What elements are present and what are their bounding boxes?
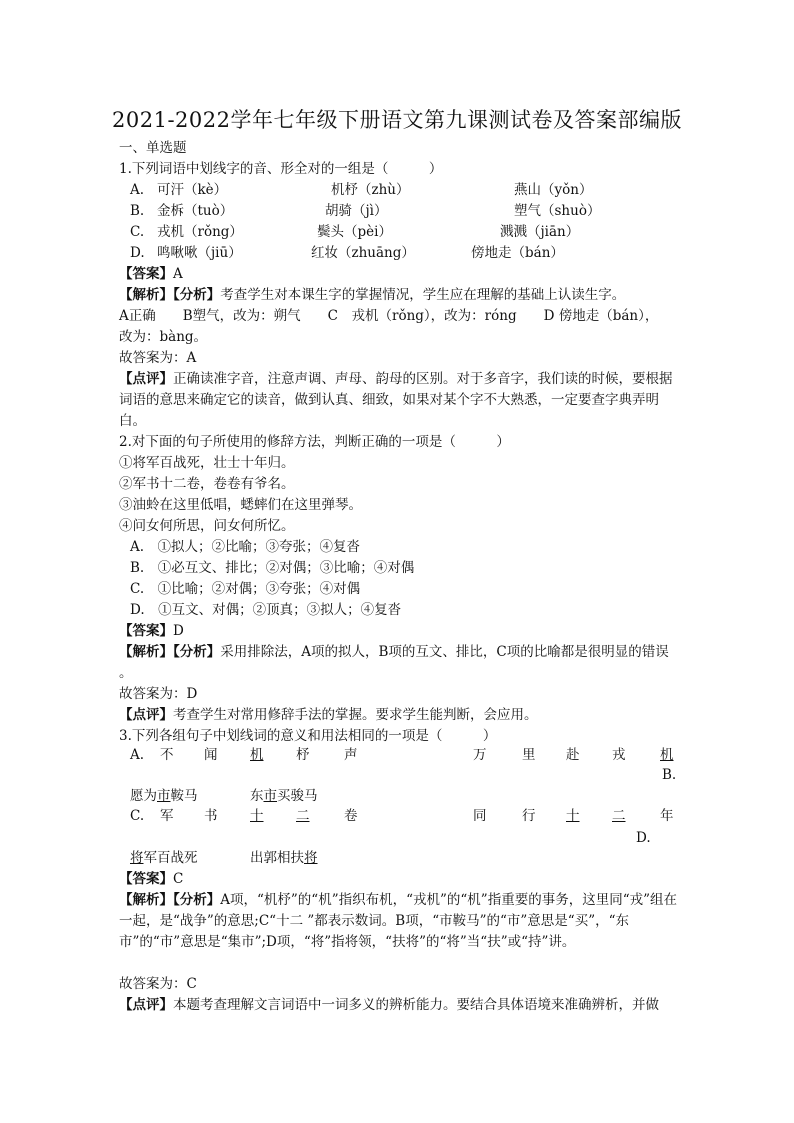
q3-d-phrase-1 <box>130 848 198 869</box>
text-segment: 出郭相扶 <box>250 850 304 866</box>
q3-c-char: 卷 <box>344 808 358 824</box>
q1-analysis <box>119 285 684 306</box>
answer-tag: 【答案】 <box>119 623 173 639</box>
q2-option-a: A. ①拟人；②比喻；③夸张；④复沓 <box>130 539 361 555</box>
q3-stem: 3.下列各组句子中划线词的意义和用法相同的一项是（ ） <box>119 728 497 744</box>
text-segment: 鞍马 <box>170 788 198 804</box>
q3-c-char: 同 <box>473 808 487 824</box>
q3-comment <box>119 995 684 1016</box>
q2-sentence-1: ①将军百战死，壮士十年归。 <box>119 455 295 471</box>
text-segment: 愿为 <box>130 788 157 804</box>
option-item: 燕山（yǒn） <box>514 182 593 198</box>
option-item: 戎机（rǒng） <box>157 224 243 240</box>
underlined-word: 将 <box>304 850 318 866</box>
q3-a-char: 万 <box>473 747 487 763</box>
q3-a-char: 戎 <box>612 747 626 763</box>
q3-a-char: 杼 <box>296 747 310 763</box>
option-item: 胡骑（jì） <box>325 203 388 219</box>
q3-b-phrase-1 <box>130 786 198 807</box>
q1-explain-line1: A正确 B塑气，改为：朔气 C 戎机（rǒng），改为：róng D 傍地走（bán）， <box>119 308 659 324</box>
comment-tag: 【点评】 <box>119 707 173 723</box>
option-item: 金柝（tuò） <box>157 203 234 219</box>
section-heading: 一、单选题 <box>119 140 187 156</box>
option-item: 溅溅（jiān） <box>500 224 580 240</box>
answer-tag: 【答案】 <box>119 871 173 887</box>
answer-value: A <box>173 266 183 282</box>
q2-analysis <box>119 642 684 684</box>
q3-label-a: A. <box>130 747 145 763</box>
q3-a-char: 声 <box>344 747 358 763</box>
q3-b-phrase-2 <box>250 786 318 807</box>
q3-a-char: 赴 <box>566 747 580 763</box>
option-label: D. <box>130 245 145 261</box>
q3-c-char: 行 <box>522 808 536 824</box>
text-segment: 军百战死 <box>143 850 198 866</box>
answer-value: C <box>173 871 184 887</box>
q3-c-underlined-char: 二 <box>612 808 626 824</box>
q3-d-phrase-2 <box>250 848 318 869</box>
comment-tag: 【点评】 <box>119 371 173 387</box>
option-item: 傍地走（bán） <box>471 245 564 261</box>
q3-a-underlined-word: 机 <box>250 747 264 763</box>
analysis-text: A项，“机杼”的“机”指织布机，“戎机”的“机”指重要的事务，这里同“戎”组在一起，是“战争”的意思;C“十二 ”都表示数词。B项，“市鞍马”的“市”意思是“买”，“东市”的“市”意思是“集市”;D项，“将”指将领，“扶将”的“将”当“扶”或“持”讲。 <box>119 892 678 950</box>
q3-analysis <box>119 890 684 953</box>
answer-value: D <box>173 623 184 639</box>
option-label: A. <box>130 182 145 198</box>
q2-option-b: B. ①必互文、排比；②对偶；③比喻；④对偶 <box>130 560 415 576</box>
option-item: 鸣啾啾（jiū） <box>157 245 242 261</box>
text-segment: 买骏马 <box>277 788 318 804</box>
analysis-tag: 【解析】【分析】 <box>119 287 221 303</box>
q2-result: 故答案为：D <box>119 686 198 702</box>
comment-text: 本题考查理解文言词语中一词多义的辨析能力。要结合具体语境来准确辨析，并做 <box>173 997 659 1013</box>
comment-tag: 【点评】 <box>119 997 173 1013</box>
q3-a-underlined-word: 机 <box>660 747 674 763</box>
option-label: B. <box>130 203 145 219</box>
q2-sentence-4: ④问女何所思，问女何所忆。 <box>119 518 295 534</box>
q1-answer <box>119 264 684 285</box>
q3-result: 故答案为：C <box>119 976 197 992</box>
option-label: C. <box>130 224 145 240</box>
q2-stem: 2.对下面的句子所使用的修辞方法，判断正确的一项是（ ） <box>119 434 510 450</box>
q1-stem: 1.下列词语中划线字的音、形全对的一组是（ ） <box>119 161 443 177</box>
q2-option-d: D. ①互文、对偶；②顶真；③拟人；④复沓 <box>130 602 402 618</box>
q3-label-b: B. <box>662 767 677 783</box>
comment-text: 正确读准字音，注意声调、声母、韵母的区别。对于多音字，我们读的时候，要根据词语的意思来确定它的读音，做到认真、细致，如果对某个字不大熟悉，一定要查字典弄明白。 <box>119 371 673 429</box>
q2-option-c: C. ①比喻；②对偶；③夸张；④对偶 <box>130 581 361 597</box>
q2-answer <box>119 621 684 642</box>
q3-c-underlined-char: 十 <box>250 808 264 824</box>
option-item: 鬓头（pèi） <box>317 224 392 240</box>
analysis-text: 采用排除法，A项的拟人，B项的互文、排比，C项的比喻都是很明显的错误 。 <box>119 644 669 681</box>
q3-a-char: 闻 <box>204 747 218 763</box>
option-item: 可汗（kè） <box>157 182 228 198</box>
option-item: 机杼（zhù） <box>331 182 410 198</box>
analysis-text: 考查学生对本课生字的掌握情况，学生应在理解的基础上认读生字。 <box>220 287 626 303</box>
q3-label-d: D. <box>636 830 651 846</box>
q3-c-underlined-char: 十 <box>566 808 580 824</box>
option-item: 红妆（zhuāng） <box>311 245 415 261</box>
answer-tag: 【答案】 <box>119 266 173 282</box>
underlined-word: 市 <box>157 788 171 804</box>
comment-text: 考查学生对常用修辞手法的掌握。要求学生能判断，会应用。 <box>173 707 538 723</box>
q2-comment <box>119 705 684 726</box>
q3-c-char: 书 <box>204 808 218 824</box>
q3-answer <box>119 869 684 890</box>
q1-comment <box>119 369 684 432</box>
q1-explain-line2: 改为：bàng。 <box>119 329 208 345</box>
q3-c-underlined-char: 二 <box>296 808 310 824</box>
q1-result: 故答案为：A <box>119 350 197 366</box>
analysis-tag: 【解析】【分析】 <box>119 892 221 908</box>
q3-label-c: C. <box>130 808 145 824</box>
q3-a-char: 里 <box>522 747 536 763</box>
q2-sentence-2: ②军书十二卷，卷卷有爷名。 <box>119 476 295 492</box>
underlined-word: 市 <box>263 788 277 804</box>
q2-sentence-3: ③油蛉在这里低唱，蟋蟀们在这里弹琴。 <box>119 497 362 513</box>
text-segment: 东 <box>250 788 264 804</box>
page-title: 2021-2022学年七年级下册语文第九课测试卷及答案部编版 <box>112 108 682 132</box>
q3-c-char: 军 <box>160 808 174 824</box>
q3-a-char: 不 <box>160 747 174 763</box>
underlined-word: 将 <box>130 850 144 866</box>
analysis-tag: 【解析】【分析】 <box>119 644 221 660</box>
q3-c-char: 年 <box>660 808 674 824</box>
option-item: 塑气（shuò） <box>514 203 601 219</box>
